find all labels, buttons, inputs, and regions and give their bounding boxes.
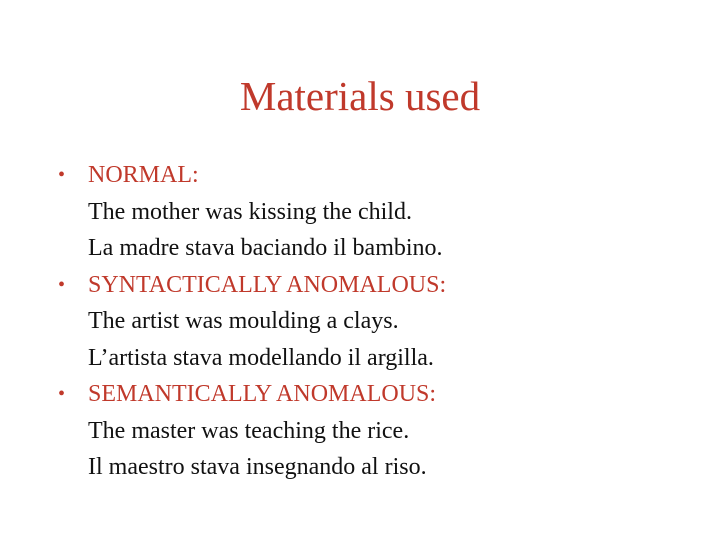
slide-title bbox=[0, 70, 720, 122]
bullet-icon: • bbox=[58, 383, 66, 405]
bullet-heading bbox=[58, 376, 698, 413]
example-sentence-english: The master was teaching the rice. bbox=[88, 417, 410, 444]
example-sentence-english: The mother was kissing the child. bbox=[88, 198, 412, 225]
bullet-list bbox=[58, 157, 698, 486]
example-sentence-italian: Il maestro stava insegnando al riso. bbox=[88, 454, 427, 480]
bullet-heading-text: SYNTACTICALLY ANOMALOUS: bbox=[88, 271, 447, 298]
example-sentence-italian: La madre stava baciando il bambino. bbox=[88, 235, 443, 261]
bullet-heading-text: SEMANTICALLY ANOMALOUS: bbox=[88, 381, 437, 407]
bullet-icon: • bbox=[58, 164, 66, 186]
slide-title-text: Materials used bbox=[239, 73, 481, 119]
bullet-heading bbox=[58, 157, 698, 194]
bullet-item-normal bbox=[58, 157, 698, 267]
bullet-icon: • bbox=[58, 273, 66, 296]
bullet-item-semantic bbox=[58, 376, 698, 486]
bullet-heading-text: NORMAL: bbox=[88, 162, 199, 188]
bullet-heading bbox=[58, 267, 698, 304]
example-sentence-english: The artist was moulding a clays. bbox=[88, 308, 399, 334]
bullet-item-syntactic bbox=[58, 267, 698, 377]
example-sentence-italian: L’artista stava modellando il argilla. bbox=[88, 344, 434, 371]
